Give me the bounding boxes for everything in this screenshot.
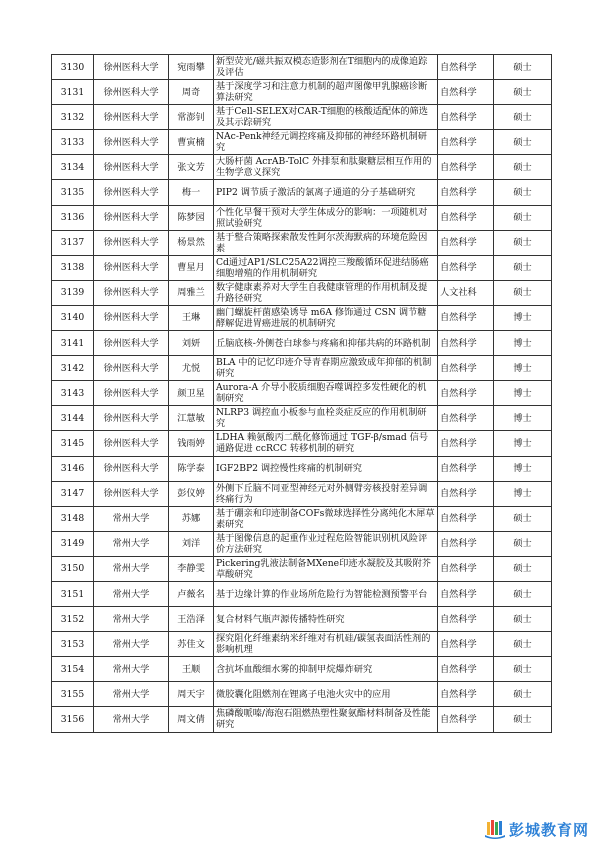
table-row [52, 707, 552, 732]
row-id: 3144 [52, 406, 94, 431]
degree-level: 硕士 [494, 707, 552, 732]
school-name: 常州大学 [94, 707, 169, 732]
subject-category: 自然科学 [438, 331, 494, 356]
project-title: 丘脑底核-外侧苍白球参与疼痛和抑郁共病的环路机制 [214, 331, 438, 356]
table-row [52, 356, 552, 381]
degree-level: 硕士 [494, 130, 552, 155]
row-id: 3141 [52, 331, 94, 356]
degree-level: 硕士 [494, 205, 552, 230]
student-name: 刘洋 [169, 531, 214, 556]
student-name: 卢薇名 [169, 581, 214, 606]
school-name: 徐州医科大学 [94, 130, 169, 155]
table-row [52, 180, 552, 205]
table-row [52, 55, 552, 80]
degree-level: 硕士 [494, 280, 552, 305]
student-name: 王浩泽 [169, 607, 214, 632]
school-name: 徐州医科大学 [94, 431, 169, 456]
school-name: 徐州医科大学 [94, 305, 169, 330]
project-title: PIP2 调节质子激活的氯离子通道的分子基础研究 [214, 180, 438, 205]
degree-level: 硕士 [494, 607, 552, 632]
project-title: 基于硼亲和印迹制备COFs微球选择性分离纯化木犀草素研究 [214, 506, 438, 531]
project-title: BLA 中的记忆印迹介导青春期应激致成年抑郁的机制研究 [214, 356, 438, 381]
table-row [52, 230, 552, 255]
subject-category: 自然科学 [438, 205, 494, 230]
school-name: 常州大学 [94, 657, 169, 682]
subject-category: 人文社科 [438, 280, 494, 305]
table-row [52, 105, 552, 130]
subject-category: 自然科学 [438, 556, 494, 581]
row-id: 3132 [52, 105, 94, 130]
project-title: Pickering乳液法制备MXene印迹水凝胶及其吸附芥草酸研究 [214, 556, 438, 581]
row-id: 3135 [52, 180, 94, 205]
degree-level: 硕士 [494, 155, 552, 180]
subject-category: 自然科学 [438, 682, 494, 707]
degree-level: 硕士 [494, 55, 552, 80]
row-id: 3139 [52, 280, 94, 305]
row-id: 3150 [52, 556, 94, 581]
subject-category: 自然科学 [438, 381, 494, 406]
subject-category: 自然科学 [438, 581, 494, 606]
subject-category: 自然科学 [438, 406, 494, 431]
school-name: 徐州医科大学 [94, 381, 169, 406]
row-id: 3136 [52, 205, 94, 230]
results-table [51, 54, 552, 733]
student-name: 周雅兰 [169, 280, 214, 305]
row-id: 3148 [52, 506, 94, 531]
row-id: 3138 [52, 255, 94, 280]
project-title: 含抗坏血酸细水雾的抑制甲烷爆炸研究 [214, 657, 438, 682]
school-name: 徐州医科大学 [94, 456, 169, 481]
student-name: 彭仪婷 [169, 481, 214, 506]
project-title: NLRP3 调控血小板参与血栓炎症反应的作用机制研究 [214, 406, 438, 431]
table-row [52, 682, 552, 707]
table-row [52, 280, 552, 305]
school-name: 徐州医科大学 [94, 331, 169, 356]
table-row [52, 130, 552, 155]
school-name: 徐州医科大学 [94, 155, 169, 180]
subject-category: 自然科学 [438, 155, 494, 180]
subject-category: 自然科学 [438, 230, 494, 255]
degree-level: 博士 [494, 481, 552, 506]
table-row [52, 80, 552, 105]
table-row [52, 531, 552, 556]
school-name: 徐州医科大学 [94, 481, 169, 506]
project-title: 基于深度学习和注意力机制的超声图像甲乳腺癌诊断算法研究 [214, 80, 438, 105]
degree-level: 博士 [494, 431, 552, 456]
degree-level: 硕士 [494, 105, 552, 130]
degree-level: 博士 [494, 356, 552, 381]
school-name: 徐州医科大学 [94, 180, 169, 205]
degree-level: 硕士 [494, 682, 552, 707]
table-row [52, 506, 552, 531]
student-name: 苏娜 [169, 506, 214, 531]
student-name: 梅一 [169, 180, 214, 205]
school-name: 常州大学 [94, 581, 169, 606]
row-id: 3147 [52, 481, 94, 506]
degree-level: 硕士 [494, 581, 552, 606]
project-title: 基于图像信息的起重作业过程危险智能识别机风险评价方法研究 [214, 531, 438, 556]
row-id: 3143 [52, 381, 94, 406]
degree-level: 硕士 [494, 632, 552, 657]
student-name: 常澎钊 [169, 105, 214, 130]
school-name: 徐州医科大学 [94, 280, 169, 305]
project-title: 幽门螺旋杆菌感染诱导 m6A 修饰通过 CSN 调节糖酵解促进胃癌进展的机制研究 [214, 305, 438, 330]
student-name: 苏佳文 [169, 632, 214, 657]
project-title: 大肠杆菌 AcrAB-TolC 外排泵和肽聚糖层相互作用的生物学意义探究 [214, 155, 438, 180]
table-row [52, 431, 552, 456]
row-id: 3151 [52, 581, 94, 606]
project-title: 个性化早餐干预对大学生体成分的影响：一项随机对照试验研究 [214, 205, 438, 230]
degree-level: 硕士 [494, 531, 552, 556]
table-row [52, 305, 552, 330]
table-row [52, 657, 552, 682]
student-name: 陈梦园 [169, 205, 214, 230]
project-title: 外侧下丘脑不同亚型神经元对外侧臂旁核投射差异调终痛行为 [214, 481, 438, 506]
subject-category: 自然科学 [438, 707, 494, 732]
table-row [52, 255, 552, 280]
subject-category: 自然科学 [438, 531, 494, 556]
student-name: 李静雯 [169, 556, 214, 581]
project-title: LDHA 赖氨酸丙二酰化修饰通过 TGF-β/smad 信号通路促进 ccRCC 转移机制的研究 [214, 431, 438, 456]
student-name: 曹寅楠 [169, 130, 214, 155]
row-id: 3149 [52, 531, 94, 556]
table-row [52, 205, 552, 230]
student-name: 杨景然 [169, 230, 214, 255]
subject-category: 自然科学 [438, 305, 494, 330]
row-id: 3156 [52, 707, 94, 732]
student-name: 陈学泰 [169, 456, 214, 481]
project-title: IGF2BP2 调控慢性疼痛的机制研究 [214, 456, 438, 481]
subject-category: 自然科学 [438, 255, 494, 280]
student-name: 江慧敏 [169, 406, 214, 431]
project-title: Aurora-A 介导小胶质细胞吞噬调控多发性硬化的机制研究 [214, 381, 438, 406]
school-name: 徐州医科大学 [94, 55, 169, 80]
row-id: 3133 [52, 130, 94, 155]
school-name: 常州大学 [94, 632, 169, 657]
results-table-body [52, 55, 552, 733]
project-title: 数字健康素养对大学生自我健康管理的作用机制及提升路径研究 [214, 280, 438, 305]
degree-level: 博士 [494, 381, 552, 406]
school-name: 常州大学 [94, 506, 169, 531]
subject-category: 自然科学 [438, 105, 494, 130]
degree-level: 硕士 [494, 230, 552, 255]
student-name: 尤悦 [169, 356, 214, 381]
row-id: 3145 [52, 431, 94, 456]
school-name: 徐州医科大学 [94, 105, 169, 130]
row-id: 3146 [52, 456, 94, 481]
student-name: 宛雨攀 [169, 55, 214, 80]
project-title: 焦磷酸哌嗪/海泡石阻燃热塑性聚氨酯材料制备及性能研究 [214, 707, 438, 732]
school-name: 徐州医科大学 [94, 406, 169, 431]
project-title: 基于整合策略探索散发性阿尔茨海默病的环境危险因素 [214, 230, 438, 255]
row-id: 3137 [52, 230, 94, 255]
degree-level: 硕士 [494, 506, 552, 531]
row-id: 3134 [52, 155, 94, 180]
subject-category: 自然科学 [438, 80, 494, 105]
student-name: 周奇 [169, 80, 214, 105]
school-name: 常州大学 [94, 607, 169, 632]
degree-level: 硕士 [494, 255, 552, 280]
subject-category: 自然科学 [438, 456, 494, 481]
subject-category: 自然科学 [438, 55, 494, 80]
table-row [52, 481, 552, 506]
row-id: 3153 [52, 632, 94, 657]
subject-category: 自然科学 [438, 607, 494, 632]
subject-category: 自然科学 [438, 180, 494, 205]
degree-level: 硕士 [494, 80, 552, 105]
table-row [52, 381, 552, 406]
row-id: 3140 [52, 305, 94, 330]
table-row [52, 632, 552, 657]
degree-level: 博士 [494, 305, 552, 330]
school-name: 常州大学 [94, 682, 169, 707]
subject-category: 自然科学 [438, 481, 494, 506]
project-title: NAc-Penk神经元调控疼痛及抑郁的神经环路机制研究 [214, 130, 438, 155]
student-name: 曹星月 [169, 255, 214, 280]
row-id: 3130 [52, 55, 94, 80]
project-title: 基于Cell-SELEX对CAR-T细胞的核酸适配体的筛选及其示踪研究 [214, 105, 438, 130]
degree-level: 硕士 [494, 657, 552, 682]
student-name: 王琳 [169, 305, 214, 330]
subject-category: 自然科学 [438, 657, 494, 682]
school-name: 徐州医科大学 [94, 205, 169, 230]
school-name: 常州大学 [94, 556, 169, 581]
project-title: 新型荧光/磁共振双模态造影剂在T细胞内的成像追踪及评估 [214, 55, 438, 80]
table-row [52, 456, 552, 481]
degree-level: 硕士 [494, 180, 552, 205]
row-id: 3142 [52, 356, 94, 381]
student-name: 张文芳 [169, 155, 214, 180]
table-row [52, 406, 552, 431]
project-title: 微胶囊化阻燃剂在锂离子电池火灾中的应用 [214, 682, 438, 707]
subject-category: 自然科学 [438, 356, 494, 381]
project-title: 复合材料气瓶声源传播特性研究 [214, 607, 438, 632]
watermark-text: 彭城教育网 [509, 820, 590, 839]
table-row [52, 155, 552, 180]
school-name: 徐州医科大学 [94, 230, 169, 255]
project-title: Cd通过AP1/SLC25A22调控三羧酸循环促进结肠癌细胞增殖的作用机制研究 [214, 255, 438, 280]
student-name: 王顺 [169, 657, 214, 682]
project-title: 探究阻化纤维素纳米纤维对有机硅/碳氢表面活性剂的影响机理 [214, 632, 438, 657]
watermark [484, 816, 596, 842]
table-row [52, 556, 552, 581]
book-logo-icon [484, 818, 506, 840]
degree-level: 博士 [494, 406, 552, 431]
school-name: 常州大学 [94, 531, 169, 556]
student-name: 周天宇 [169, 682, 214, 707]
subject-category: 自然科学 [438, 431, 494, 456]
table-row [52, 607, 552, 632]
school-name: 徐州医科大学 [94, 356, 169, 381]
school-name: 徐州医科大学 [94, 80, 169, 105]
degree-level: 博士 [494, 331, 552, 356]
subject-category: 自然科学 [438, 632, 494, 657]
row-id: 3131 [52, 80, 94, 105]
student-name: 周文倩 [169, 707, 214, 732]
degree-level: 硕士 [494, 556, 552, 581]
row-id: 3152 [52, 607, 94, 632]
table-row [52, 331, 552, 356]
subject-category: 自然科学 [438, 130, 494, 155]
table-row [52, 581, 552, 606]
student-name: 刘妍 [169, 331, 214, 356]
degree-level: 博士 [494, 456, 552, 481]
school-name: 徐州医科大学 [94, 255, 169, 280]
subject-category: 自然科学 [438, 506, 494, 531]
row-id: 3155 [52, 682, 94, 707]
student-name: 钱雨婷 [169, 431, 214, 456]
student-name: 颜卫星 [169, 381, 214, 406]
project-title: 基于边缘计算的作业场所危险行为智能检测预警平台 [214, 581, 438, 606]
row-id: 3154 [52, 657, 94, 682]
